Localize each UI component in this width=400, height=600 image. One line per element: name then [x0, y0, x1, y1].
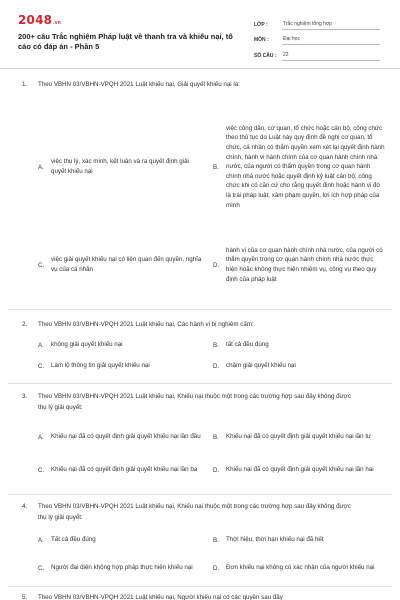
option-a[interactable] — [38, 102, 210, 232]
question-number: 2. — [22, 321, 28, 328]
option-text: Thời hiệu, thời hạn khiếu nại đã hết — [226, 536, 324, 544]
meta-value: 22 — [282, 52, 380, 61]
question-3 — [0, 390, 400, 490]
question-divider — [8, 494, 392, 495]
option-text: Tất cả đều đúng — [51, 536, 96, 544]
option-b[interactable] — [213, 339, 388, 351]
question-5 — [0, 592, 400, 600]
option-b[interactable] — [213, 102, 388, 232]
option-letter: C. — [38, 362, 45, 370]
option-text: hành vi của cơ quan hành chính nhà nước, của người có thẩm quyền trong cơ quan hành chính nhà nước thực hiện hoặc không thực hiện nhiệm vụ, công vụ theo quy định của pháp luật — [226, 246, 383, 283]
meta-value: Đại học — [282, 36, 380, 45]
option-text: việc giải quyết khiếu nại có liên quan đến quyền, nghĩa vụ của cá nhân — [51, 256, 202, 273]
question-number: 4. — [22, 503, 28, 510]
option-letter: B. — [213, 163, 219, 171]
option-d[interactable] — [213, 557, 388, 579]
option-c[interactable] — [38, 241, 210, 289]
option-text: Khiếu nại đã có quyết định giải quyết khiếu nại lần tư — [226, 433, 372, 441]
option-letter: D. — [213, 261, 220, 269]
option-b[interactable] — [213, 426, 388, 448]
option-text: Khiếu nại đã có quyết định giải quyết khiếu nại lần đầu — [51, 433, 201, 441]
option-text: Làm lộ thông tin giải quyết khiếu nại — [51, 362, 150, 370]
meta-value: Trắc nghiệm tổng hợp — [282, 21, 380, 30]
meta-row-question-count — [254, 45, 380, 61]
option-letter: A. — [38, 163, 44, 171]
option-letter: B. — [213, 341, 219, 349]
question-divider — [8, 383, 392, 384]
option-text: không giải quyết khiếu nại — [51, 341, 123, 349]
question-number: 1. — [22, 81, 28, 88]
option-text: chậm giải quyết khiếu nại — [226, 362, 296, 370]
option-d[interactable] — [213, 360, 388, 372]
question-text: Theo VBHN 03/VBHN-VPQH 2021 Luật khiếu nại, Các hành vi bị nghiêm cấm: — [38, 321, 254, 328]
header-divider — [0, 68, 400, 69]
option-text: việc thụ lý, xác minh, kết luận và ra quyết định giải quyết khiếu nại — [51, 158, 189, 175]
option-text: việc công dân, cơ quan, tổ chức hoặc cán bộ, công chức theo thủ tục do Luật này quy định đề nghị cơ quan, tổ chức, cá nhân có thẩm quyền xem xét lại quyết định hành chính, hành vi hành chính của cơ quan hành chính nhà nước, của người có thẩm quyền trong cơ quan hành chính nhà nước hoặc quyết định kỷ luật cán bộ, công chức khi có căn cứ cho rằng quyết định hoặc hành vi đó là trái pháp luật, xâm phạm quyền, lợi ích hợp pháp của mình — [226, 124, 385, 209]
meta-label: MÔN : — [254, 37, 269, 43]
option-a[interactable] — [38, 534, 210, 546]
document-title: 200+ câu Trắc nghiệm Pháp luật về thanh tra và khiếu nại, tố cáo có đáp án - Phần 5 — [18, 32, 233, 51]
option-letter: D. — [213, 564, 220, 572]
meta-label: LỚP : — [254, 21, 268, 28]
option-letter: C. — [38, 564, 45, 572]
option-a[interactable] — [38, 426, 210, 448]
option-text: tất cả đều đúng — [226, 341, 269, 349]
option-d[interactable] — [213, 241, 388, 289]
option-text: Khiếu nại đã có quyết định giải quyết khiếu nại lần ba — [51, 466, 198, 474]
meta-row-subject — [254, 30, 380, 46]
option-text: Người đại diện không hợp pháp thực hiện khiếu nại — [51, 564, 193, 572]
meta-label: SỐ CÂU : — [254, 52, 277, 59]
option-letter: A. — [38, 433, 44, 441]
question-text: Theo VBHN 03/VBHN-VPQH 2021 Luật khiếu nại, Người khiếu nại có các quyền sau đây — [38, 594, 283, 600]
option-d[interactable] — [213, 459, 388, 481]
site-logo[interactable]: 2048.vn — [18, 13, 62, 27]
document-meta — [254, 14, 380, 61]
option-text: Đơn khiếu nại không có xác nhận của người khiếu nại — [226, 564, 375, 572]
question-1 — [0, 78, 400, 313]
question-text: Theo VBHN 03/VBHN-VPQH 2021 Luật khiếu nại, Khiếu nại thuộc một trong các trường hợp sau đây không được thụ lý giải quyết: — [38, 393, 351, 411]
question-text: Theo VBHN 03/VBHN-VPQH 2021 Luật khiếu nại, Giải quyết khiếu nại là: — [38, 81, 240, 88]
question-divider — [8, 309, 392, 310]
question-text: Theo VBHN 03/VBHN-VPQH 2021 Luật khiếu nại, Khiếu nại thuộc một trong các trường hợp sau đây không được thụ lý giải quyết: — [38, 503, 351, 521]
option-letter: B. — [213, 433, 219, 441]
meta-row-class — [254, 14, 380, 30]
question-divider — [8, 586, 392, 587]
option-letter: A. — [38, 341, 44, 349]
option-c[interactable] — [38, 360, 210, 372]
option-b[interactable] — [213, 534, 388, 546]
question-4 — [0, 500, 400, 596]
document-header — [0, 0, 400, 62]
option-letter: B. — [213, 536, 219, 544]
option-c[interactable] — [38, 557, 210, 579]
option-letter: C. — [38, 466, 45, 474]
option-a[interactable] — [38, 339, 210, 351]
option-letter: C. — [38, 261, 45, 269]
option-letter: D. — [213, 466, 220, 474]
question-2 — [0, 319, 400, 379]
question-number: 3. — [22, 393, 28, 400]
option-text: Khiếu nại đã có quyết định giải quyết khiếu nại lần hai — [226, 466, 374, 474]
option-letter: D. — [213, 362, 220, 370]
option-letter: A. — [38, 536, 44, 544]
question-number: 5. — [22, 594, 28, 600]
option-c[interactable] — [38, 459, 210, 481]
